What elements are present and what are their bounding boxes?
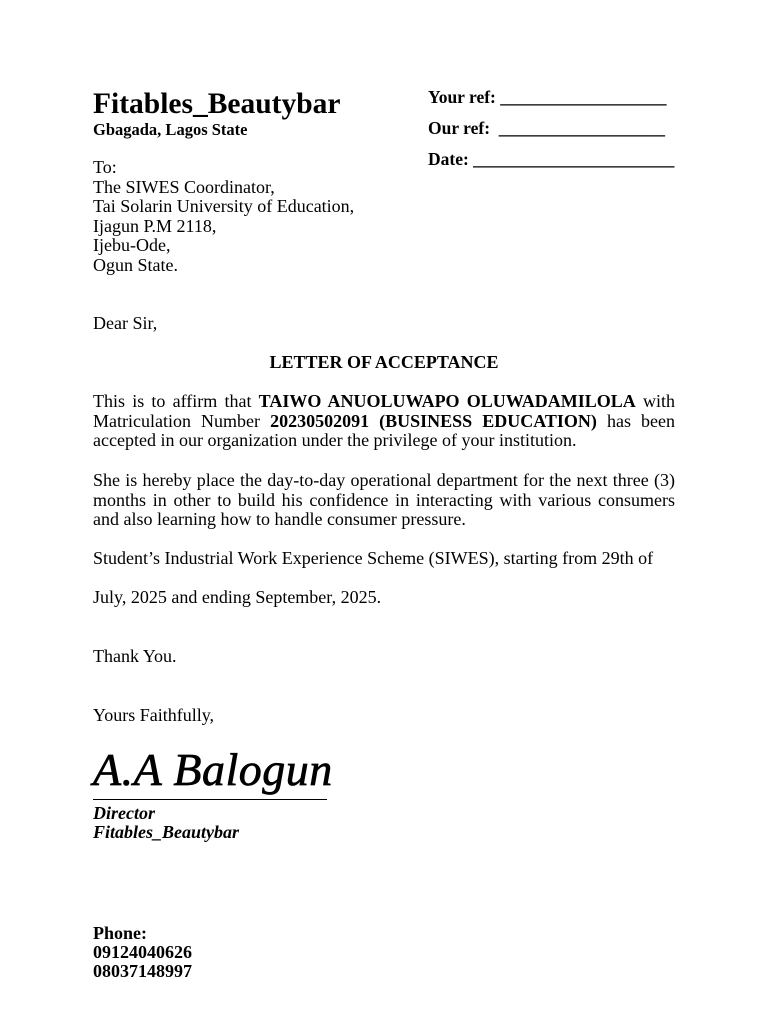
company-address: Gbagada, Lagos State (93, 120, 248, 139)
letter-subject: LETTER OF ACCEPTANCE (269, 352, 499, 372)
recipient-line: Ijebu-Ode, (93, 235, 171, 256)
signature-line (93, 799, 327, 800)
paragraph-text: has been accepted in our organization under the privilege of your institution. (93, 410, 675, 451)
salutation: Dear Sir, (93, 313, 158, 333)
paragraph-siwes-line1: Student’s Industrial Work Experience Scheme (SIWES), starting from 29th of (93, 548, 654, 568)
closing-valediction: Yours Faithfully, (93, 705, 215, 725)
handwritten-signature: A.A Balogun (93, 744, 333, 795)
your-ref-field: Your ref: ___________________ (428, 87, 667, 107)
paragraph-text: with Matriculation Number (93, 391, 675, 431)
recipient-line: Ogun State. (93, 254, 178, 275)
student-name: TAIWO ANUOLUWAPO OLUWADAMILOLA (258, 391, 636, 411)
company-name: Fitables_Beautybar (93, 88, 341, 120)
recipient-address (93, 158, 354, 276)
phone-label: Phone: (93, 923, 147, 943)
recipient-line: Ijagun P.M 2118, (93, 215, 217, 236)
recipient-to-label: To: (93, 157, 117, 177)
matric-number-course: 20230502091 (BUSINESS EDUCATION) (270, 410, 597, 431)
recipient-line: The SIWES Coordinator, (93, 176, 275, 197)
paragraph-text: This is to affirm that (93, 391, 259, 411)
signatory-title: Director (93, 803, 155, 823)
closing-thanks: Thank You. (93, 646, 177, 666)
phone-number: 09124040626 (93, 942, 192, 962)
date-field: Date: _______________________ (428, 149, 675, 169)
paragraph-affirmation (93, 392, 675, 451)
our-ref-field: Our ref: ___________________ (428, 118, 666, 138)
paragraph-siwes-line2: July, 2025 and ending September, 2025. (93, 587, 382, 607)
phone-number: 08037148997 (93, 961, 192, 981)
recipient-line: Tai Solarin University of Education, (93, 196, 355, 217)
paragraph-placement: She is hereby place the day-to-day operational department for the next three (3) months in other to build his confidence in interacting with various consumers and also learning how to handle consumer pressure. (93, 470, 675, 530)
signatory-company: Fitables_Beautybar (93, 822, 240, 842)
